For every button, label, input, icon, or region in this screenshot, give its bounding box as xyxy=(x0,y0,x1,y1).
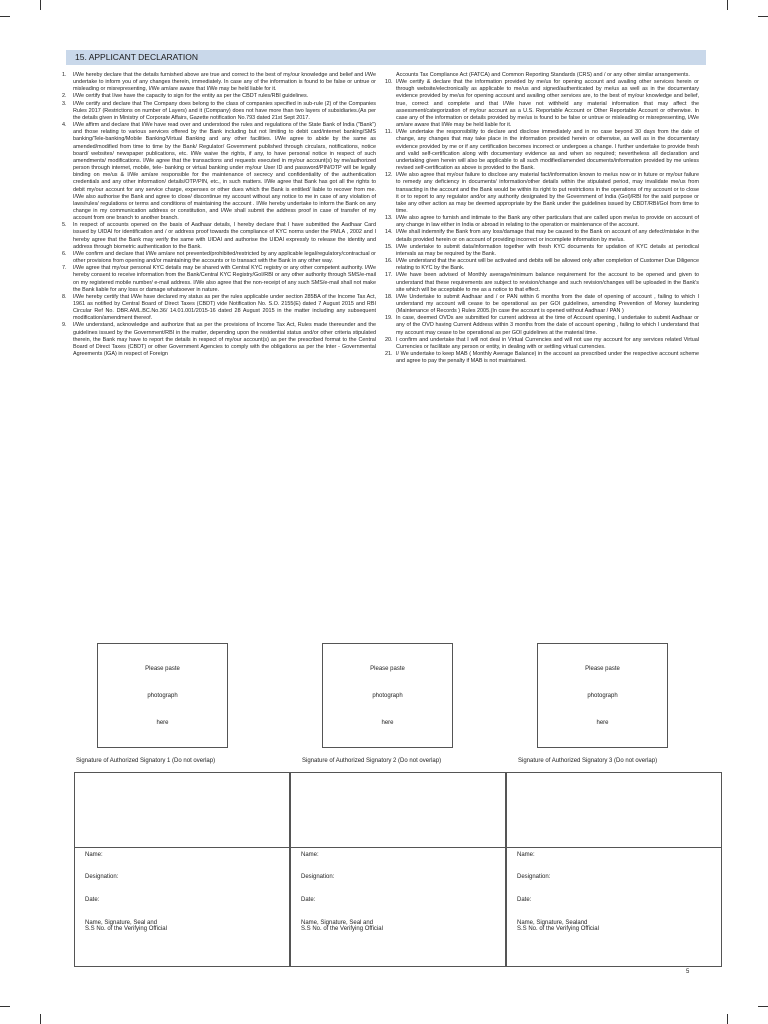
signature-label-1: Signature of Authorized Signatory 1 (Do not overlap) xyxy=(76,758,216,764)
crop-mark xyxy=(0,16,10,17)
crop-mark xyxy=(727,1014,728,1024)
crop-mark xyxy=(40,0,41,10)
date-field[interactable]: Date: xyxy=(517,897,532,903)
page-number: 5 xyxy=(686,969,690,975)
photo-box-2[interactable]: Please paste photograph here xyxy=(322,643,453,748)
divider xyxy=(75,847,289,848)
declaration-right-column xyxy=(385,72,699,365)
declaration-item: 13. I/We also agree to furnish and intimate to the Bank any other particulars that are called upon me/us to provide on account of any change in law either in India or abroad in relating to the operation or maintenance of the account. xyxy=(385,215,699,229)
declaration-item: 3. I/We certify and declare that The Company does belong to the class of companies specified in sub-rule (2) of the Companies Rules 2017 (Restrictions on number of Layers) and it (Company) does not have more than two layers of subsidiaries.(As per the details given in Ministry of Corporate Affairs, Gazette notification No.793 dated 21st Sept 2017. xyxy=(62,100,376,121)
date-field[interactable]: Date: xyxy=(301,897,316,903)
crop-mark xyxy=(727,0,728,10)
name-field[interactable]: Name: xyxy=(301,852,319,858)
declaration-item: 7. I/We agree that my/our personal KYC details may be shared with Central KYC registry or any other competent authority. I/We hereby consent to receive information from the Bank/Central KYC Registry/GoI/RBI or any other authority through SMS/e-mail on my registered mobile number/ e-mail address. I/We also agree that the non-receipt of any such SMS/e-mail shall not make the Bank liable for any loss or damage whatsoever in nature. xyxy=(62,265,376,293)
declaration-item: 2. I/We certify that I/we have the capacity to sign for the entity as per the CBDT rules/RBI guidelines. xyxy=(62,93,309,100)
signature-label-3: Signature of Authorized Signatory 3 (Do not overlap) xyxy=(518,758,658,764)
declaration-item: 9. I/We understand, acknowledge and authorize that as per the provisions of Income Tax Act, Rules made thereunder and the guidelines issued by the Government/RBI in the matter, depending upon the residential status and/or other criteria stipulated therein, the Bank may have to report the details in respect of my/our account(s) as per the prescribed format to the Central Board of Direct Taxes (CBDT) or other Government Agencies to comply with the obligations as per the Inter - Governmental Agreements (IGA) in respect of Foreign xyxy=(62,322,376,358)
section-title: 15. APPLICANT DECLARATION xyxy=(66,50,706,65)
divider xyxy=(507,847,721,848)
photo-box-3[interactable]: Please paste photograph here xyxy=(537,643,668,748)
name-field[interactable]: Name: xyxy=(85,852,103,858)
crop-mark xyxy=(758,16,768,17)
crop-mark xyxy=(40,1014,41,1024)
date-field[interactable]: Date: xyxy=(85,897,100,903)
declaration-item: 12. I/We also agree that my/our failure to disclose any material fact/information known to me/us now or in future or my/our failure to remedy any deficiency in documents/ information/other details within the stipulated period, may invalidate me/us from transacting in the account and the Bank would be within its right to put restrictions in the operations of my account or to close it or to report to any regulator and/or any authority designated by the Government of India (GoI)/RBI for the said purpose or take any other action as may be deemed appropriate by the Bank under the guidelines issued by CBDT/RBI/GoI from time to time. xyxy=(385,172,699,214)
signature-label-2: Signature of Authorized Signatory 2 (Do not overlap) xyxy=(302,758,442,764)
divider xyxy=(291,847,505,848)
declaration-item: 5. In respect of accounts opened on the basis of Aadhaar details, I hereby declare that I have submitted the Aadhaar Card issued by UIDAI for identification and / or address proof towards the compliance of KYC norms under the PMLA , 2002 and I hereby agree that the Bank may verify the same with UIDAI and authorise the UIDAI expressly to release the identity and address through biometric authentication to the Bank. xyxy=(62,222,376,250)
declaration-item: 18. I/We Undertake to submit Aadhaar and / or PAN within 6 months from the date of opening of account , failing to which I understand my account will cease to be operational as per GOI guidelines, amending Prevention of Money laundering (Maintenance of Records ) Rules 2005.(In case the account is opened without Aadhaar / PAN ) xyxy=(385,293,699,315)
signature-box-1[interactable] xyxy=(74,772,290,967)
signature-box-2[interactable] xyxy=(290,772,506,967)
declaration-item: 14. I/We shall indemnify the Bank from any loss/damage that may be caused to the Bank on account of any defect/mistake in the details provided herein or on account of providing incorrect or incomplete information by me/us. xyxy=(385,229,699,243)
declaration-continuation: Accounts Tax Compliance Act (FATCA) and Common Reporting Standards (CRS) and / or any other similar arrangements. xyxy=(396,72,690,78)
declaration-item: 21. I/ We undertake to keep MAB ( Monthly Average Balance) in the account as prescribed under the respective account scheme and agree to pay the penalty if MAB is not maintained. xyxy=(385,351,699,365)
designation-field[interactable]: Designation: xyxy=(301,874,335,880)
verifying-official-field[interactable]: Name, Signature, Sealand S.S No. of the Verifying Official xyxy=(517,920,599,932)
declaration-item: 19. In case, deemed OVDs are submitted for current address at the time of Account opening, I undertake to submit Aadhaar or any of the OVD having Current Address within 3 months from the date of account opening , failing to which I understand that my account may cease to be operational as per GOI guidelines at the material time. xyxy=(385,315,699,336)
verifying-official-field[interactable]: Name, Signature, Seal and S.S No. of the Verifying Official xyxy=(85,920,167,932)
crop-mark xyxy=(758,1006,768,1007)
declaration-item: 15. I/We undertake to submit data/information together with fresh KYC documents for updation of KYC details at periodical intervals as may be required by the Bank. xyxy=(385,243,699,257)
designation-field[interactable]: Designation: xyxy=(85,874,119,880)
declaration-item: 16. I/We understand that the account will be activated and debits will be allowed only after completion of Customer Due Diligence relating to KYC by the Bank. xyxy=(385,258,699,272)
declaration-item: 10. I/We certify & declare that the information provided by me/us for opening account and availing other services herein or through website/electronically as applicable to me/us and signed/authenticated by me/us as well as in the documentary evidence provided by me/us for opening account and availing other services are, to the best of my/our knowledge and belief, true, correct and complete and that I/We have not withheld any material information that may affect the assessment/categorization of my/our account as a U.S. Reportable Account or Other Reportable Account or otherwise. In case any of the information or details provided by me/us is found to be false or untrue or misleading or misrepresenting, I/We am/are aware that I/We may be held liable for it. xyxy=(385,79,699,129)
verifying-official-field[interactable]: Name, Signature, Seal and S.S No. of the Verifying Official xyxy=(301,920,383,932)
declaration-item: 11. I/We undertake the responsibility to declare and disclose immediately and in no case beyond 30 days from the date of change, any changes that may take place in the information provided herein or otherwise, as well as in the documentary evidence provided by me or if any certification becomes incorrect or undergoes a change. I further undertake to provide fresh and valid self-certification along with documentary evidence as and when so required; nevertheless all declaration and undertaking given herein will also be applicable to all such modified/amended documents/information provided by me unless revised self-certification as above is provided to the Bank. xyxy=(385,129,699,172)
photo-box-1[interactable]: Please paste photograph here xyxy=(97,643,228,748)
declaration-item: 8. I/We hereby certify that I/We have declared my status as per the rules applicable under section 285BA of the Income Tax Act, 1961 as notified by Central Board of Direct Taxes (CBDT) vide Notification No. S.O. 2155(E) dated 7 August 2015 and RBI Circular Ref No. DBR.AML.BC.No.36/ 14.01.001/2015-16 dated 28 August 2015 in the matter including any subsequent modification/amendment thereof. xyxy=(62,293,376,322)
signature-box-3[interactable] xyxy=(506,772,722,967)
declaration-item: 4. I/We affirm and declare that I/We have read over and understood the rules and regulations of the State Bank of India ("Bank") and those relating to various services offered by the Bank including but not limiting to debit card/internet banking/SMS banking/Tele-banking/Mobile Banking/Virtual Banking and any other facilities. I/We agree to abide by the same as amended/modified from time to time by the Bank/ Regulator/ Government published through circulars, notifications, notice board/ websites/ newspaper publications, etc. I/We waive the rights, if any, to have personal notice in respect of such amendments/ modifications. I/We agree that the transactions and requests executed in my/our account(s) by me/authorized person through internet, mobile, tele- banking or virtual banking under my/our User ID and password/PIN/OTP will be legally binding on me/us & I/We am/are responsible for the maintenance of secrecy and confidentiality of the authentication credentials and any other information/ details/OTP/PIN, etc., in such matters. I/We agree that Bank has got all the rights to debit my/our account for any service charge, expenses or other dues which the Bank is entitled/ liable to recover from me. I/We also authorise the Bank and agree to close/ discontinue my account without any notice to me in case of any violation of laws/rules/ regulations or terms and conditions of maintaining the account . I/We hereby undertake to inform the Bank on any change in my communication address or constitution, and I/We shall submit the address proof in case of transfer of my account from one branch to another branch. xyxy=(62,122,376,222)
declaration-item: 17. I/We have been advised of Monthly average/minimum balance requirement for the account to be opened and given to understand that these requirements are subject to revision/change and such revision/changes will be uploaded in the Bank's site which will be acceptable to me as a notice to that effect. xyxy=(385,272,699,293)
declaration-left-column xyxy=(62,72,376,358)
crop-mark xyxy=(0,1006,10,1007)
declaration-item: 20. I confirm and undertake that I will not deal in Virtual Currencies and will not use my account for any services related Virtual Currencies or facilitate any person or entity, in dealing with or settling virtual currencies. xyxy=(385,336,699,350)
declaration-item: 6. I/We confirm and declare that I/We am/are not prevented/prohibited/restricted by any applicable legal/regulatory/contractual or other provisions from opening and/or maintaining the accounts or to transact with the Bank in any other way. xyxy=(62,250,376,265)
name-field[interactable]: Name: xyxy=(517,852,535,858)
designation-field[interactable]: Designation: xyxy=(517,874,551,880)
declaration-item: 1. I/We hereby declare that the details furnished above are true and correct to the best of my/our knowledge and belief and I/We undertake to inform you of any changes therein, immediately. In case any of the information is found to be false or untrue or misleading or misrepresenting, I/We am/are aware that I/We may be held liable for it. xyxy=(62,72,376,93)
